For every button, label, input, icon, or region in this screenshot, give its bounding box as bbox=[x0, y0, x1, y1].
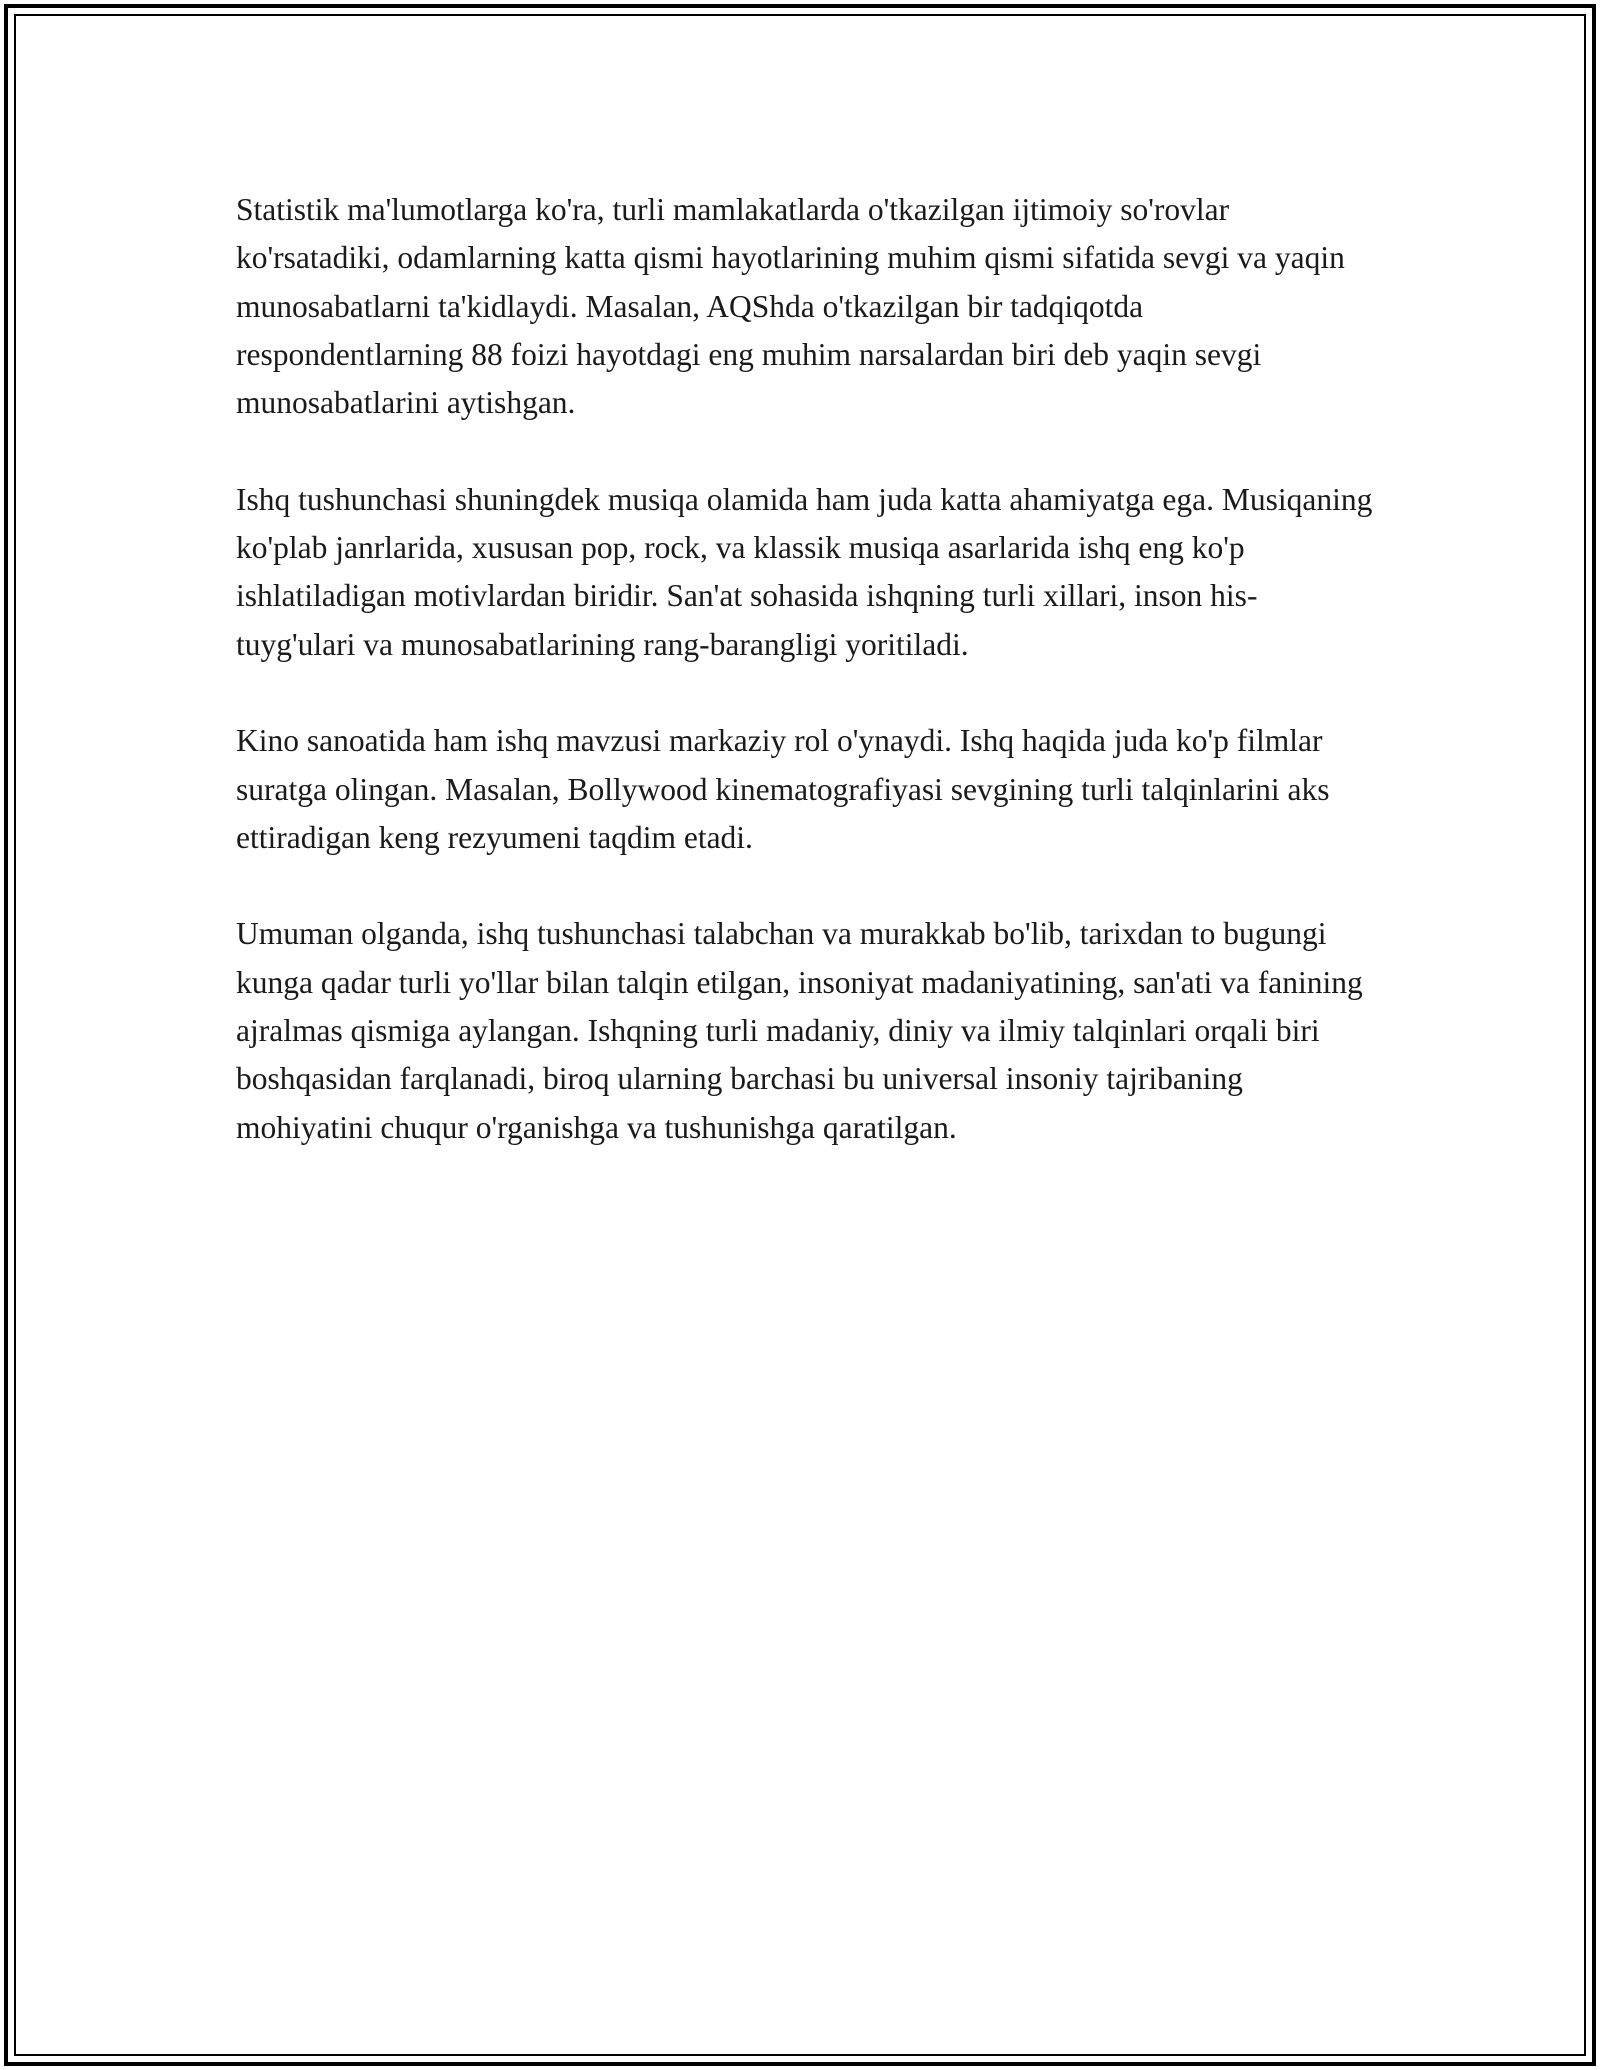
paragraph-statistics: Statistik ma'lumotlarga ko'ra, turli mamlakatlarda o'tkazilgan ijtimoiy so'rovlar ko'rsatadiki, odamlarning katta qismi hayotlarining muhim qismi sifatida sevgi va yaqin munosabatlarni ta'kidlaydi. Masalan, AQShda o'tkazilgan bir tadqiqotda respondentlarning 88 foizi hayotdagi eng muhim narsalardan biri deb yaqin sevgi munosabatlarini aytishgan. bbox=[236, 192, 1345, 421]
document-body bbox=[236, 186, 1376, 1200]
paragraph-conclusion: Umuman olganda, ishq tushunchasi talabchan va murakkab bo'lib, tarixdan to bugungi kunga qadar turli yo'llar bilan talqin etilgan, insoniyat madaniyatining, san'ati va fanining ajralmas qismiga aylangan. Ishqning turli madaniy, diniy va ilmiy talqinlari orqali biri boshqasidan farqlanadi, biroq ularning barchasi bu universal insoniy tajribaning mohiyatini chuqur o'rganishga va tushunishga qaratilgan. bbox=[236, 916, 1363, 1145]
paragraph-cinema: Kino sanoatida ham ishq mavzusi markaziy rol o'ynaydi. Ishq haqida juda ko'p filmlar suratga olingan. Masalan, Bollywood kinematografiyasi sevgining turli talqinlarini aks ettiradigan keng rezyumeni taqdim etadi. bbox=[236, 723, 1330, 855]
paragraph-music: Ishq tushunchasi shuningdek musiqa olamida ham juda katta ahamiyatga ega. Musiqaning ko'plab janrlarida, xususan pop, rock, va klassik musiqa asarlarida ishq eng ko'p ishlatiladigan motivlardan biridir. San'at sohasida ishqning turli xillari, inson his-tuyg'ulari va munosabatlarining rang-barangligi yoritiladi. bbox=[236, 481, 1373, 662]
